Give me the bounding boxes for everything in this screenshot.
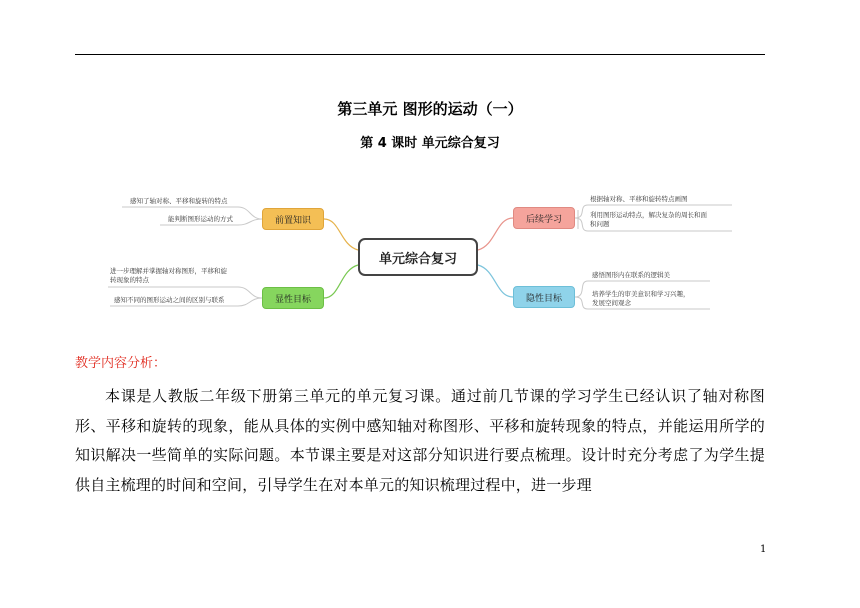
leaf-yinxing-1: 感悟图形内在联系的逻辑美 (592, 271, 670, 279)
leaf-houxu-1: 根据轴对称、平移和旋转特点画图 (590, 195, 688, 203)
leaf-qianzhi-2: 能判断图形运动的方式 (168, 215, 233, 223)
branch-houxu: 后续学习 (513, 207, 575, 229)
header-rule (75, 54, 765, 55)
analysis-heading: 教学内容分析： (75, 356, 167, 371)
leaf-xianxing-3: 感知不同的图形运动之间的区别与联系 (114, 296, 225, 304)
branch-yinxing: 隐性目标 (513, 286, 575, 308)
mind-map-center: 单元综合复习 (358, 238, 478, 276)
branch-qianzhi: 前置知识 (262, 208, 324, 230)
lesson-subtitle: 第 4 课时 单元综合复习 (360, 136, 500, 151)
branch-xianxing: 显性目标 (262, 287, 324, 309)
document-title: 第三单元 图形的运动（一） (337, 100, 523, 118)
mind-map (100, 185, 740, 325)
leaf-houxu-2: 利用图形运动特点，解决复杂的周长和面 (590, 211, 707, 219)
leaf-yinxing-3: 发展空间观念 (592, 299, 631, 307)
leaf-xianxing-1: 进一步理解并掌握轴对称图形，平移和旋 (110, 267, 227, 275)
leaf-yinxing-2: 培养学生的审美意识和学习兴趣， (592, 290, 690, 298)
page-number: 1 (760, 544, 767, 555)
analysis-paragraph: 本课是人教版二年级下册第三单元的单元复习课。通过前几节课的学习学生已经认识了轴对称图形、平移和旋转的现象，能从具体的实例中感知轴对称图形、平移和旋转现象的特点，并能运用所学的知识解决一些简单的实际问题。本节课主要是对这部分知识进行要点梳理。设计时充分考虑了为学生提供自主梳理的时间和空间，引导学生在对本单元的知识梳理过程中，进一步理 (75, 387, 765, 494)
leaf-xianxing-2: 转现象的特点 (110, 276, 149, 284)
leaf-houxu-3: 积问题 (590, 220, 610, 228)
leaf-qianzhi-1: 感知了轴对称、平移和旋转的特点 (130, 197, 228, 205)
